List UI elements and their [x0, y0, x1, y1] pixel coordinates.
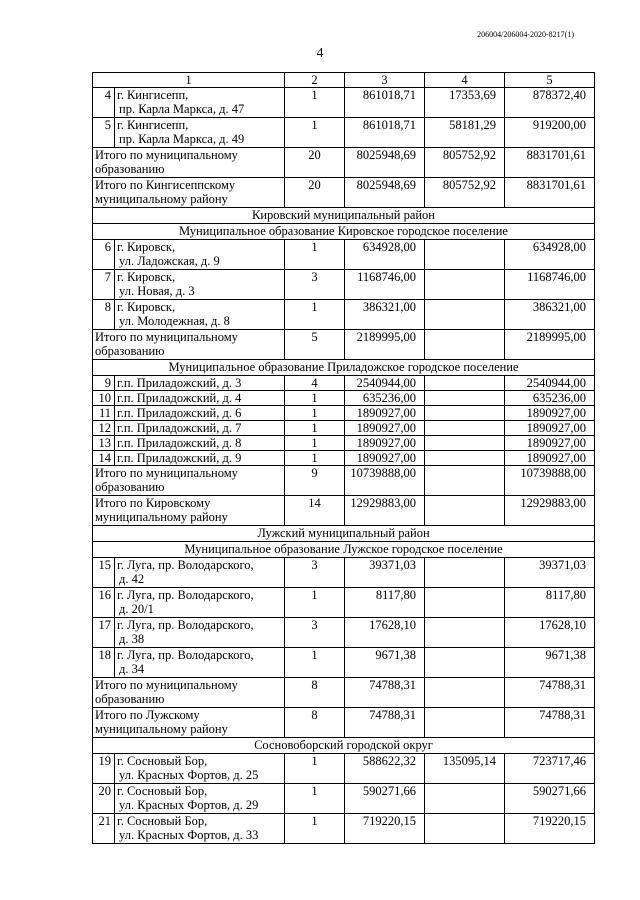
total-label-line: муниципальному району: [95, 510, 228, 524]
total-row: [93, 678, 595, 708]
amount-col4-cell: [425, 330, 505, 360]
quantity-cell: 9: [285, 466, 345, 496]
section-title: Муниципальное образование Приладожское городское поселение: [93, 360, 595, 376]
address-cell: [115, 451, 285, 466]
address-cell: [115, 421, 285, 436]
address-line: д. 20/1: [119, 602, 154, 616]
page-number: 4: [316, 46, 324, 61]
row-number: 21: [93, 814, 115, 844]
amount-col3-cell: 12929883,00: [345, 496, 425, 526]
amount-col4-cell: [425, 496, 505, 526]
quantity-cell: 8: [285, 678, 345, 708]
amount-col3-cell: 8025948,69: [345, 178, 425, 208]
table-row: [93, 814, 595, 844]
amount-col4-cell: 58181,29: [425, 118, 505, 148]
amount-col3-cell: 1890927,00: [345, 421, 425, 436]
total-label: [93, 678, 285, 708]
table-row: [93, 618, 595, 648]
amount-col5-cell: 17628,10: [505, 618, 595, 648]
address-line: ул. Красных Фортов, д. 33: [119, 828, 259, 842]
quantity-cell: 3: [285, 270, 345, 300]
amount-col4-cell: 135095,14: [425, 754, 505, 784]
amount-col4-cell: [425, 270, 505, 300]
amount-col5-cell: 919200,00: [505, 118, 595, 148]
table-row: [93, 754, 595, 784]
column-header-4: 4: [425, 73, 505, 88]
table-row: [93, 270, 595, 300]
row-number: 7: [93, 270, 115, 300]
quantity-cell: 1: [285, 421, 345, 436]
amount-col5-cell: 590271,66: [505, 784, 595, 814]
address-line: г.п. Приладожский, д. 3: [117, 376, 242, 390]
address-cell: [115, 814, 285, 844]
row-number: 11: [93, 406, 115, 421]
address-cell: [115, 588, 285, 618]
total-row: [93, 148, 595, 178]
address-line: д. 42: [119, 572, 145, 586]
amount-col4-cell: 805752,92: [425, 148, 505, 178]
row-number: 20: [93, 784, 115, 814]
address-cell: [115, 391, 285, 406]
amount-col4-cell: [425, 421, 505, 436]
quantity-cell: 3: [285, 558, 345, 588]
address-cell: [115, 436, 285, 451]
address-cell: [115, 754, 285, 784]
amount-col4-cell: [425, 451, 505, 466]
section-title: Муниципальное образование Лужское городское поселение: [93, 542, 595, 558]
column-header-5: 5: [505, 73, 595, 88]
amount-col5-cell: 1168746,00: [505, 270, 595, 300]
row-number: 16: [93, 588, 115, 618]
address-cell: [115, 240, 285, 270]
section-title: Кировский муниципальный район: [93, 208, 595, 224]
amount-col5-cell: 8831701,61: [505, 178, 595, 208]
amount-col4-cell: [425, 784, 505, 814]
amount-col4-cell: [425, 618, 505, 648]
amount-col5-cell: 8117,80: [505, 588, 595, 618]
address-line: г.п. Приладожский, д. 7: [117, 421, 242, 435]
address-line: г. Кингисепп,: [117, 88, 189, 102]
address-line: ул. Новая, д. 3: [119, 284, 195, 298]
amount-col3-cell: 634928,00: [345, 240, 425, 270]
quantity-cell: 1: [285, 406, 345, 421]
amount-col3-cell: 1890927,00: [345, 406, 425, 421]
amount-col3-cell: 8117,80: [345, 588, 425, 618]
section-header-row: [93, 738, 595, 754]
amount-col4-cell: [425, 300, 505, 330]
quantity-cell: 1: [285, 240, 345, 270]
quantity-cell: 1: [285, 436, 345, 451]
amount-col5-cell: 39371,03: [505, 558, 595, 588]
quantity-cell: 1: [285, 451, 345, 466]
quantity-cell: 1: [285, 391, 345, 406]
total-label-line: образованию: [95, 692, 165, 706]
row-number: 17: [93, 618, 115, 648]
table-row: [93, 391, 595, 406]
row-number: 4: [93, 88, 115, 118]
amount-col5-cell: 2189995,00: [505, 330, 595, 360]
total-label: [93, 466, 285, 496]
allocation-table: [92, 72, 595, 844]
amount-col3-cell: 9671,38: [345, 648, 425, 678]
total-label: [93, 148, 285, 178]
total-label-line: Итого по Кингисеппскому: [95, 178, 236, 192]
address-line: ул. Молодежная, д. 8: [119, 314, 230, 328]
address-line: г. Кировск,: [117, 270, 176, 284]
quantity-cell: 1: [285, 118, 345, 148]
amount-col5-cell: 2540944,00: [505, 376, 595, 391]
amount-col3-cell: 386321,00: [345, 300, 425, 330]
address-line: г. Кингисепп,: [117, 118, 189, 132]
total-label-line: образованию: [95, 162, 165, 176]
amount-col5-cell: 878372,40: [505, 88, 595, 118]
total-label-line: Итого по муниципальному: [95, 148, 238, 162]
amount-col5-cell: 386321,00: [505, 300, 595, 330]
amount-col3-cell: 588622,32: [345, 754, 425, 784]
section-title: Лужский муниципальный район: [93, 526, 595, 542]
row-number: 10: [93, 391, 115, 406]
amount-col5-cell: 1890927,00: [505, 436, 595, 451]
amount-col5-cell: 719220,15: [505, 814, 595, 844]
table-row: [93, 588, 595, 618]
amount-col5-cell: 635236,00: [505, 391, 595, 406]
amount-col4-cell: 17353,69: [425, 88, 505, 118]
amount-col3-cell: 635236,00: [345, 391, 425, 406]
amount-col4-cell: [425, 466, 505, 496]
section-header-row: [93, 360, 595, 376]
address-line: г. Луга, пр. Володарского,: [117, 648, 254, 662]
row-number: 9: [93, 376, 115, 391]
quantity-cell: 3: [285, 618, 345, 648]
address-line: пр. Карла Маркса, д. 49: [119, 132, 245, 146]
total-label: [93, 496, 285, 526]
address-line: г.п. Приладожский, д. 4: [117, 391, 242, 405]
address-line: г. Сосновый Бор,: [117, 784, 208, 798]
address-line: г. Кировск,: [117, 240, 176, 254]
address-line: г. Луга, пр. Володарского,: [117, 558, 254, 572]
address-line: г. Луга, пр. Володарского,: [117, 588, 254, 602]
amount-col3-cell: 74788,31: [345, 708, 425, 738]
total-label-line: Итого по муниципальному: [95, 678, 238, 692]
quantity-cell: 20: [285, 178, 345, 208]
address-cell: [115, 118, 285, 148]
amount-col5-cell: 9671,38: [505, 648, 595, 678]
address-cell: [115, 618, 285, 648]
row-number: 12: [93, 421, 115, 436]
address-line: пр. Карла Маркса, д. 47: [119, 102, 245, 116]
column-header-3: 3: [345, 73, 425, 88]
total-label-line: муниципальному району: [95, 722, 228, 736]
row-number: 13: [93, 436, 115, 451]
amount-col3-cell: 1890927,00: [345, 451, 425, 466]
address-line: д. 34: [119, 662, 145, 676]
amount-col5-cell: 8831701,61: [505, 148, 595, 178]
quantity-cell: 1: [285, 814, 345, 844]
row-number: 6: [93, 240, 115, 270]
quantity-cell: 1: [285, 588, 345, 618]
amount-col5-cell: 74788,31: [505, 678, 595, 708]
quantity-cell: 20: [285, 148, 345, 178]
total-row: [93, 330, 595, 360]
total-label-line: Итого по Лужскому: [95, 708, 200, 722]
address-line: г. Сосновый Бор,: [117, 814, 208, 828]
amount-col3-cell: 17628,10: [345, 618, 425, 648]
amount-col3-cell: 590271,66: [345, 784, 425, 814]
document-id: 206004/206004-2020-8217(1): [477, 30, 574, 39]
row-number: 18: [93, 648, 115, 678]
section-header-row: [93, 526, 595, 542]
section-header-row: [93, 224, 595, 240]
table-row: [93, 118, 595, 148]
table-row: [93, 421, 595, 436]
address-cell: [115, 270, 285, 300]
amount-col4-cell: [425, 406, 505, 421]
amount-col4-cell: [425, 648, 505, 678]
amount-col3-cell: 2540944,00: [345, 376, 425, 391]
amount-col5-cell: 723717,46: [505, 754, 595, 784]
table-row: [93, 784, 595, 814]
quantity-cell: 1: [285, 648, 345, 678]
total-label-line: образованию: [95, 344, 165, 358]
quantity-cell: 1: [285, 784, 345, 814]
amount-col3-cell: 861018,71: [345, 118, 425, 148]
table-row: [93, 436, 595, 451]
amount-col4-cell: [425, 588, 505, 618]
quantity-cell: 14: [285, 496, 345, 526]
total-label-line: муниципальному району: [95, 192, 228, 206]
quantity-cell: 1: [285, 754, 345, 784]
quantity-cell: 1: [285, 300, 345, 330]
row-number: 14: [93, 451, 115, 466]
amount-col3-cell: 10739888,00: [345, 466, 425, 496]
amount-col4-cell: [425, 558, 505, 588]
amount-col3-cell: 719220,15: [345, 814, 425, 844]
amount-col5-cell: 634928,00: [505, 240, 595, 270]
total-label: [93, 708, 285, 738]
column-header-2: 2: [285, 73, 345, 88]
quantity-cell: 8: [285, 708, 345, 738]
total-label-line: Итого по Кировскому: [95, 496, 211, 510]
address-cell: [115, 300, 285, 330]
amount-col4-cell: [425, 678, 505, 708]
address-line: г.п. Приладожский, д. 6: [117, 406, 242, 420]
amount-col4-cell: [425, 391, 505, 406]
address-line: г.п. Приладожский, д. 9: [117, 451, 242, 465]
quantity-cell: 4: [285, 376, 345, 391]
address-line: г. Сосновый Бор,: [117, 754, 208, 768]
address-cell: [115, 784, 285, 814]
address-line: д. 38: [119, 632, 145, 646]
amount-col3-cell: 1890927,00: [345, 436, 425, 451]
amount-col3-cell: 39371,03: [345, 558, 425, 588]
table-row: [93, 376, 595, 391]
column-header-1: 1: [93, 73, 285, 88]
amount-col4-cell: 805752,92: [425, 178, 505, 208]
address-cell: [115, 648, 285, 678]
amount-col3-cell: 8025948,69: [345, 148, 425, 178]
amount-col3-cell: 2189995,00: [345, 330, 425, 360]
table-row: [93, 88, 595, 118]
amount-col5-cell: 1890927,00: [505, 421, 595, 436]
amount-col4-cell: [425, 814, 505, 844]
address-line: ул. Красных Фортов, д. 29: [119, 798, 259, 812]
section-header-row: [93, 208, 595, 224]
table-row: [93, 406, 595, 421]
address-line: ул. Ладожская, д. 9: [119, 254, 220, 268]
section-title: Сосновоборский городской округ: [93, 738, 595, 754]
table-row: [93, 558, 595, 588]
total-label-line: Итого по муниципальному: [95, 330, 238, 344]
total-label: [93, 330, 285, 360]
amount-col5-cell: 1890927,00: [505, 451, 595, 466]
amount-col5-cell: 12929883,00: [505, 496, 595, 526]
quantity-cell: 5: [285, 330, 345, 360]
address-line: г.п. Приладожский, д. 8: [117, 436, 242, 450]
table-row: [93, 451, 595, 466]
amount-col5-cell: 10739888,00: [505, 466, 595, 496]
amount-col4-cell: [425, 240, 505, 270]
section-header-row: [93, 542, 595, 558]
address-cell: [115, 406, 285, 421]
row-number: 19: [93, 754, 115, 784]
total-label-line: Итого по муниципальному: [95, 466, 238, 480]
address-cell: [115, 88, 285, 118]
amount-col3-cell: 1168746,00: [345, 270, 425, 300]
table-row: [93, 240, 595, 270]
address-line: г. Кировск,: [117, 300, 176, 314]
total-row: [93, 466, 595, 496]
table-row: [93, 300, 595, 330]
row-number: 15: [93, 558, 115, 588]
total-row: [93, 708, 595, 738]
table-row: [93, 648, 595, 678]
address-cell: [115, 376, 285, 391]
address-line: ул. Красных Фортов, д. 25: [119, 768, 259, 782]
amount-col3-cell: 74788,31: [345, 678, 425, 708]
amount-col4-cell: [425, 708, 505, 738]
section-title: Муниципальное образование Кировское городское поселение: [93, 224, 595, 240]
address-line: г. Луга, пр. Володарского,: [117, 618, 254, 632]
amount-col4-cell: [425, 436, 505, 451]
total-row: [93, 496, 595, 526]
quantity-cell: 1: [285, 88, 345, 118]
amount-col5-cell: 74788,31: [505, 708, 595, 738]
amount-col4-cell: [425, 376, 505, 391]
column-header-row: [93, 73, 595, 88]
total-label-line: образованию: [95, 480, 165, 494]
address-cell: [115, 558, 285, 588]
row-number: 8: [93, 300, 115, 330]
amount-col3-cell: 861018,71: [345, 88, 425, 118]
total-row: [93, 178, 595, 208]
row-number: 5: [93, 118, 115, 148]
amount-col5-cell: 1890927,00: [505, 406, 595, 421]
total-label: [93, 178, 285, 208]
